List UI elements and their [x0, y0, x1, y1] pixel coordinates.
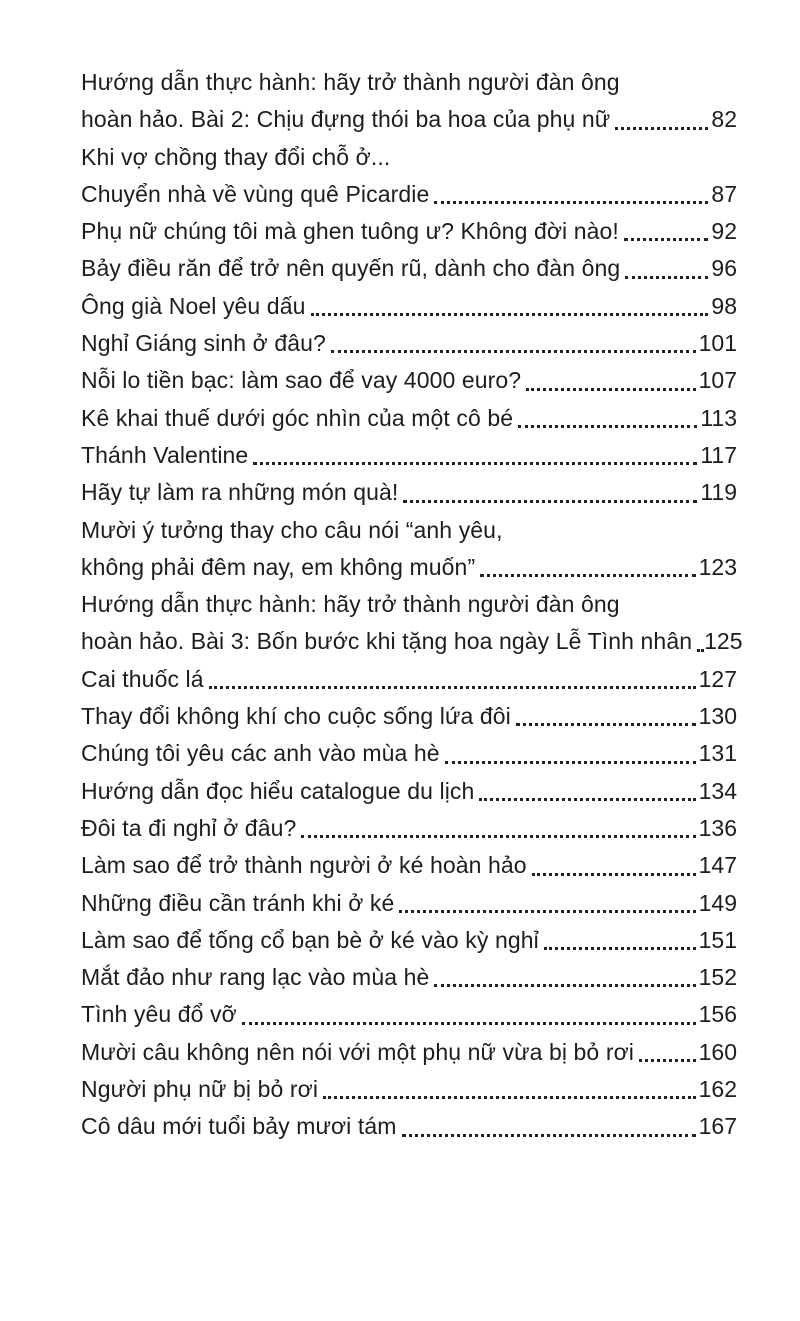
toc-entry-line	[81, 922, 737, 959]
toc-entry-title: Tình yêu đổ vỡ	[81, 1001, 237, 1028]
toc-entry-title: Phụ nữ chúng tôi mà ghen tuông ư? Không đời nào!	[81, 218, 619, 245]
toc-entry-title: Những điều cần tránh khi ở ké	[81, 889, 395, 916]
toc-entry-line	[81, 623, 743, 660]
toc-entry-line	[81, 512, 737, 549]
toc-entry-line	[81, 885, 737, 922]
toc-entry-line	[81, 1034, 737, 1071]
toc-entry-title: Cai thuốc lá	[81, 665, 204, 692]
toc-entry-title: Kê khai thuế dưới góc nhìn của một cô bé	[81, 404, 514, 431]
dot-leader	[429, 176, 711, 213]
toc-entry-title: Nghỉ Giáng sinh ở đâu?	[81, 330, 326, 357]
page-number: 123	[698, 553, 737, 580]
toc-entry-title: Hướng dẫn đọc hiểu catalogue du lịch	[81, 777, 475, 804]
page-number: 160	[698, 1038, 737, 1065]
page-number: 87	[711, 180, 737, 207]
page-number: 125	[704, 628, 743, 655]
dot-leader	[620, 250, 711, 287]
page-number: 117	[700, 441, 737, 468]
toc-entry-title: Khi vợ chồng thay đổi chỗ ở...	[81, 143, 391, 170]
dot-leader	[527, 847, 699, 884]
page-number: 167	[698, 1113, 737, 1140]
toc-entry-line	[81, 213, 737, 250]
toc-entry-line	[81, 661, 737, 698]
toc-entry-title: Hướng dẫn thực hành: hãy trở thành người đàn ông	[81, 591, 620, 618]
page-number: 147	[698, 852, 737, 879]
dot-leader	[692, 623, 704, 660]
page-number: 151	[698, 926, 737, 953]
toc-entry-line	[81, 1071, 737, 1108]
toc-entry-title: Làm sao để trở thành người ở ké hoàn hảo	[81, 852, 527, 879]
toc-entry-line	[81, 288, 737, 325]
page-number: 98	[711, 292, 737, 319]
dot-leader	[306, 288, 712, 325]
page-number: 107	[698, 367, 737, 394]
dot-leader	[296, 810, 698, 847]
toc-entry-title: Bảy điều răn để trở nên quyến rũ, dành cho đàn ông	[81, 255, 621, 282]
toc-entry-line	[81, 101, 737, 138]
toc-entry-title: Hãy tự làm ra những món quà!	[81, 479, 399, 506]
toc-entry-line	[81, 176, 737, 213]
toc-entry-title: Nỗi lo tiền bạc: làm sao để vay 4000 euro?	[81, 367, 522, 394]
page-number: 127	[698, 665, 737, 692]
dot-leader	[248, 437, 700, 474]
page-number: 136	[698, 814, 737, 841]
toc-entry-line	[81, 325, 737, 362]
page-number: 96	[711, 255, 737, 282]
dot-leader	[429, 959, 698, 996]
dot-leader	[440, 735, 699, 772]
dot-leader	[326, 325, 699, 362]
toc-entry-title: Mười câu không nên nói với một phụ nữ vừa bị bỏ rơi	[81, 1038, 634, 1065]
toc-entry-title: Người phụ nữ bị bỏ rơi	[81, 1076, 319, 1103]
toc-entry-title: Thay đổi không khí cho cuộc sống lứa đôi	[81, 703, 511, 730]
dot-leader	[474, 773, 698, 810]
page-number: 113	[700, 404, 737, 431]
toc-entry-line	[81, 549, 737, 586]
toc-entry-line	[81, 362, 737, 399]
toc-entry-title: Cô dâu mới tuổi bảy mươi tám	[81, 1113, 397, 1140]
dot-leader	[619, 213, 712, 250]
dot-leader	[513, 400, 700, 437]
toc-entry-line	[81, 847, 737, 884]
dot-leader	[394, 885, 698, 922]
toc-entry-line	[81, 64, 737, 101]
dot-leader	[237, 996, 699, 1033]
dot-leader	[521, 362, 698, 399]
toc-entry-title: Thánh Valentine	[81, 441, 249, 468]
dot-leader	[539, 922, 699, 959]
toc-entry-line	[81, 1108, 737, 1145]
toc-entry-line	[81, 810, 737, 847]
dot-leader	[398, 474, 700, 511]
toc-entry-line	[81, 959, 737, 996]
toc-entry-line	[81, 437, 737, 474]
toc-entry-title: Đôi ta đi nghỉ ở đâu?	[81, 814, 297, 841]
page-number: 162	[698, 1076, 737, 1103]
page-number: 149	[698, 889, 737, 916]
dot-leader	[204, 661, 699, 698]
toc-entry-line	[81, 773, 737, 810]
toc-entry-line	[81, 139, 737, 176]
dot-leader	[511, 698, 699, 735]
toc-entry-title: Mắt đảo như rang lạc vào mùa hè	[81, 964, 430, 991]
page-number: 92	[711, 218, 737, 245]
dot-leader	[610, 101, 711, 138]
toc-entry-line	[81, 250, 737, 287]
toc-entry-title: Mười ý tưởng thay cho câu nói “anh yêu,	[81, 516, 503, 543]
dot-leader	[318, 1071, 699, 1108]
toc-entry-title: Ông già Noel yêu dấu	[81, 292, 306, 319]
toc-entry-title: Chúng tôi yêu các anh vào mùa hè	[81, 740, 440, 767]
toc-entry-title: hoàn hảo. Bài 2: Chịu đựng thói ba hoa của phụ nữ	[81, 106, 611, 133]
toc-entry-line	[81, 698, 737, 735]
toc-entry-title: không phải đêm nay, em không muốn”	[81, 553, 476, 580]
page-number: 82	[711, 106, 737, 133]
toc-entry-line	[81, 996, 737, 1033]
page-number: 119	[700, 479, 737, 506]
toc-entry-line	[81, 400, 737, 437]
page-number: 131	[698, 740, 737, 767]
toc-entry-title: Làm sao để tống cổ bạn bè ở ké vào kỳ nghỉ	[81, 926, 539, 953]
dot-leader	[397, 1108, 699, 1145]
page-number: 156	[698, 1001, 737, 1028]
toc-entry-title: Chuyển nhà về vùng quê Picardie	[81, 180, 430, 207]
dot-leader	[634, 1034, 699, 1071]
dot-leader	[475, 549, 698, 586]
toc-entry-title: hoàn hảo. Bài 3: Bốn bước khi tặng hoa ngày Lễ Tình nhân	[81, 628, 693, 655]
table-of-contents	[81, 64, 743, 1146]
toc-entry-title: Hướng dẫn thực hành: hãy trở thành người đàn ông	[81, 69, 620, 95]
page-number: 130	[698, 703, 737, 730]
page-number: 134	[698, 777, 737, 804]
toc-entry-line	[81, 735, 737, 772]
page-number: 101	[698, 330, 737, 357]
page-number: 152	[698, 964, 737, 991]
toc-entry-line	[81, 586, 737, 623]
toc-entry-line	[81, 474, 737, 511]
